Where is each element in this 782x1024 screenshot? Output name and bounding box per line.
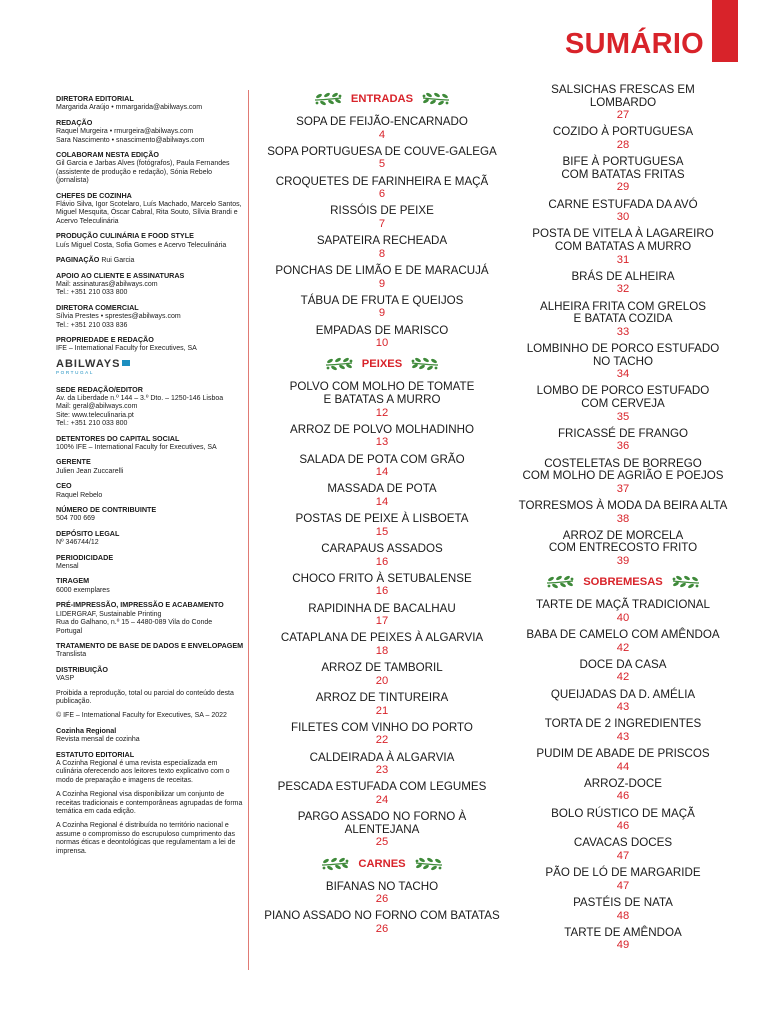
recipe-title: COSTELETAS DE BORREGO COM MOLHO DE AGRIÃO E POEJOS [522, 456, 724, 483]
recipe-title: LOMBINHO DE PORCO ESTUFADO NO TACHO [526, 341, 720, 368]
masthead-heading: TRATAMENTO DE BASE DE DADOS E ENVELOPAGEM [56, 640, 244, 650]
masthead-block [56, 95, 244, 113]
page-number: 14 [375, 495, 389, 508]
recipe-title: EMPADAS DE MARISCO [315, 323, 449, 337]
recipe-entry [518, 301, 728, 338]
recipe-entry [262, 662, 502, 687]
recipe-title: POSTAS DE PEIXE À LISBOETA [295, 512, 469, 526]
recipe-entry [262, 235, 502, 260]
recipe-title: QUEIJADAS DA D. AMÉLIA [550, 687, 696, 701]
masthead-text: Rui Garcia [101, 257, 135, 265]
recipe-entry [262, 603, 502, 628]
recipe-title: CHOCO FRITO À SETUBALENSE [292, 571, 472, 585]
recipe-title: PESCADA ESTUFADA COM LEGUMES [277, 780, 487, 794]
page-number: 9 [378, 277, 386, 290]
page-number: 4 [378, 128, 386, 141]
contents-column-2 [518, 84, 728, 957]
recipe-entry [518, 458, 728, 495]
recipe-entry [262, 692, 502, 717]
page-number: 16 [375, 555, 389, 568]
masthead-text: Revista mensal de cozinha [56, 736, 140, 744]
recipe-entry [518, 199, 728, 224]
masthead-block [56, 192, 244, 227]
section-title: ENTRADAS [350, 93, 414, 105]
page-number: 6 [378, 188, 386, 201]
masthead-text: Julien Jean Zuccarelli [56, 467, 124, 475]
page-number: 20 [375, 674, 389, 687]
recipe-title: RISSÓIS DE PEIXE [330, 204, 434, 218]
masthead-heading: PRODUÇÃO CULINÁRIA E FOOD STYLE [56, 231, 194, 241]
masthead-heading: DIRETORA EDITORIAL [56, 94, 134, 103]
page-number: 26 [375, 893, 389, 906]
recipe-entry [262, 295, 502, 320]
page-number: 40 [616, 611, 630, 624]
masthead-text: IFE – International Faculty for Executives, SA [56, 345, 197, 353]
recipe-entry [518, 84, 728, 121]
masthead-text: Sílvia Prestes • sprestes@abilways.com Tel.: +351 210 033 836 [56, 313, 181, 329]
masthead-heading: COLABORAM NESTA EDIÇÃO [56, 150, 160, 160]
recipe-entry [518, 778, 728, 803]
page-number: 26 [375, 922, 389, 935]
masthead-text: Nº 346744/12 [56, 539, 99, 547]
recipe-entry [518, 126, 728, 151]
masthead-heading: DEPÓSITO LEGAL [56, 528, 120, 538]
recipe-entry [262, 811, 502, 848]
page-number: 42 [616, 671, 630, 684]
recipe-entry [262, 146, 502, 171]
recipe-entry [518, 837, 728, 862]
masthead-block [56, 751, 244, 786]
page-number: 43 [616, 730, 630, 743]
page-number: 29 [616, 181, 630, 194]
recipe-title: PASTÉIS DE NATA [573, 896, 673, 910]
logo-subtitle: PORTUGAL [56, 370, 94, 376]
recipe-title: CROQUETES DE FARINHEIRA E MAÇÃ [275, 174, 489, 188]
recipe-title: BOLO RÚSTICO DE MAÇÃ [551, 806, 695, 820]
page-number: 48 [616, 909, 630, 922]
masthead-text: Raquel Murgeira • rmurgeira@abilways.com Sara Nascimento • snascimento@abilways.com [56, 128, 205, 144]
olive-branch-icon [414, 856, 444, 872]
recipe-title: SALSICHAS FRESCAS EM LOMBARDO [551, 83, 695, 109]
recipe-entry [518, 867, 728, 892]
recipe-title: BABA DE CAMELO COM AMÊNDOA [526, 627, 720, 641]
masthead-text: Mensal [56, 563, 79, 571]
olive-branch-icon [313, 91, 343, 107]
recipe-entry [518, 385, 728, 422]
section-header [262, 855, 502, 873]
recipe-entry [262, 176, 502, 201]
recipe-title: SAPATEIRA RECHEADA [316, 234, 448, 248]
masthead-text: © IFE – International Faculty for Executives, SA – 2022 [56, 712, 227, 720]
recipe-title: ARROZ DE TAMBORIL [321, 661, 443, 675]
recipe-entry [518, 748, 728, 773]
olive-branch-icon [671, 574, 701, 590]
recipe-title: CARNE ESTUFADA DA AVÓ [548, 197, 698, 211]
page-number: 7 [378, 217, 386, 230]
masthead-block [56, 151, 244, 186]
masthead-text: Gil Garcia e Jarbas Alves (fotógrafos), Paula Fernandes (assistente de produção e redação), Sónia Rebelo (jornalista) [56, 160, 230, 185]
recipe-title: CATAPLANA DE PEIXES À ALGARVIA [280, 631, 484, 645]
masthead-heading: Cozinha Regional [56, 725, 117, 735]
page-number: 8 [378, 247, 386, 260]
recipe-entry [262, 513, 502, 538]
recipe-title: PONCHAS DE LIMÃO E DE MARACUJÁ [275, 263, 489, 277]
page-number: 27 [616, 109, 630, 122]
masthead-heading: PRÉ-IMPRESSÃO, IMPRESSÃO E ACABAMENTO [56, 600, 224, 610]
masthead-block [56, 256, 244, 265]
masthead-text: VASP [56, 675, 75, 683]
page-number: 22 [375, 734, 389, 747]
page-number: 47 [616, 850, 630, 863]
recipe-entry [518, 271, 728, 296]
recipe-entry [518, 629, 728, 654]
masthead-block [56, 232, 244, 250]
recipe-title: SOPA DE FEIJÃO-ENCARNADO [296, 115, 468, 128]
masthead-block [56, 336, 244, 354]
masthead-block [56, 554, 244, 572]
masthead-text: Mail: assinaturas@abilways.com Tel.: +351 210 033 800 [56, 280, 158, 297]
masthead-heading: PERIODICIDADE [56, 552, 114, 562]
page-number: 28 [616, 138, 630, 151]
recipe-entry [262, 116, 502, 141]
masthead-block [56, 601, 244, 636]
recipe-title: BIFANAS NO TACHO [325, 879, 439, 893]
recipe-title: BRÁS DE ALHEIRA [571, 269, 675, 283]
page-number: 10 [375, 337, 389, 350]
recipe-entry [518, 718, 728, 743]
masthead-block [56, 727, 244, 745]
recipe-title: ARROZ-DOCE [584, 776, 662, 790]
recipe-entry [262, 573, 502, 598]
page-number: 42 [616, 641, 630, 654]
section-title: SOBREMESAS [583, 576, 663, 589]
page-number: 21 [375, 704, 389, 717]
masthead-heading: TIRAGEM [56, 576, 90, 586]
recipe-title: ARROZ DE POLVO MOLHADINHO [289, 422, 475, 436]
recipe-title: TÁBUA DE FRUTA E QUEIJOS [300, 293, 464, 307]
recipe-entry [518, 927, 728, 952]
masthead-heading: CEO [56, 481, 72, 491]
recipe-entry [518, 228, 728, 265]
masthead-text: 6000 exemplares [56, 586, 110, 594]
section-title: PEIXES [361, 358, 403, 371]
recipe-entry [518, 897, 728, 922]
recipe-title: PÃO DE LÓ DE MARGARIDE [545, 866, 701, 880]
recipe-title: ARROZ DE TINTUREIRA [315, 690, 449, 704]
recipe-title: POLVO COM MOLHO DE TOMATE E BATATAS A MURRO [289, 380, 475, 406]
recipe-entry [262, 265, 502, 290]
page-title: SUMÁRIO [565, 28, 705, 60]
page-number: 39 [616, 554, 630, 567]
recipe-entry [262, 543, 502, 568]
recipe-title: ARROZ DE MORCELA COM ENTRECOSTO FRITO [548, 528, 698, 555]
recipe-title: COZIDO À PORTUGUESA [552, 125, 694, 139]
recipe-title: SOPA PORTUGUESA DE COUVE-GALEGA [267, 144, 497, 158]
masthead-block [56, 530, 244, 548]
olive-branch-icon [410, 356, 440, 372]
page-number: 13 [375, 436, 389, 449]
masthead-block [56, 642, 244, 660]
section-header [262, 355, 502, 373]
page-number: 37 [616, 482, 630, 495]
page-number: 5 [378, 158, 386, 171]
page-number: 12 [375, 406, 389, 419]
masthead-heading: GERENTE [56, 457, 91, 467]
section-header [518, 573, 728, 591]
page-number: 17 [375, 615, 389, 628]
masthead-block [56, 506, 244, 524]
recipe-entry [262, 381, 502, 418]
masthead-text: A Cozinha Regional é uma revista especializada em culinária oferecendo aos leitores texto explicativo com o modo de preparação e imagens de receitas. [56, 759, 230, 784]
recipe-entry [262, 424, 502, 449]
recipe-title: BIFE À PORTUGUESA COM BATATAS FRITAS [561, 155, 685, 181]
recipe-title: ALHEIRA FRITA COM GRELOS E BATATA COZIDA [540, 299, 706, 326]
recipe-title: CAVACAS DOCES [573, 836, 673, 850]
recipe-entry [262, 752, 502, 777]
recipe-title: MASSADA DE POTA [327, 482, 437, 496]
page-number: 49 [616, 939, 630, 952]
masthead-text: LIDERGRAF, Sustainable Printing Rua do Galhano, n.º 15 – 4480-089 Vila do Conde Portugal [56, 610, 213, 635]
section-header [262, 90, 502, 108]
page-number: 15 [375, 525, 389, 538]
recipe-title: LOMBO DE PORCO ESTUFADO COM CERVEJA [536, 384, 710, 410]
masthead-block [56, 822, 244, 856]
recipe-title: TORTA DE 2 INGREDIENTES [544, 717, 702, 731]
masthead-block [56, 482, 244, 500]
recipe-entry [262, 632, 502, 657]
page-number: 36 [616, 440, 630, 453]
recipe-entry [262, 781, 502, 806]
logo-wordmark: ABILWAYS [56, 360, 244, 368]
masthead-block [56, 666, 244, 684]
recipe-entry [262, 483, 502, 508]
recipe-title: DOCE DA CASA [579, 657, 667, 671]
masthead-heading: ESTATUTO EDITORIAL [56, 749, 135, 759]
contents-column-1 [262, 84, 502, 940]
recipe-entry [262, 910, 502, 935]
page-number: 38 [616, 512, 630, 525]
recipe-title: RAPIDINHA DE BACALHAU [308, 601, 456, 615]
recipe-entry [518, 599, 728, 624]
recipe-title: PARGO ASSADO NO FORNO À ALENTEJANA [297, 810, 467, 836]
recipe-title: PUDIM DE ABADE DE PRISCOS [536, 747, 710, 761]
page-number: 35 [616, 410, 630, 423]
recipe-title: FRICASSÉ DE FRANGO [557, 426, 689, 440]
masthead-text: Luís Miguel Costa, Sofia Gomes e Acervo Teleculinária [56, 241, 227, 249]
recipe-entry [262, 722, 502, 747]
recipe-title: FILETES COM VINHO DO PORTO [291, 720, 473, 734]
masthead-text: Av. da Liberdade n.º 144 – 3.º Dto. – 1250-146 Lisboa Mail: geral@abilways.com Site: www.teleculinaria.pt Tel.: +351 210 033 800 [56, 394, 224, 428]
recipe-title: TORRESMOS À MODA DA BEIRA ALTA [518, 498, 728, 512]
masthead-heading: SEDE REDAÇÃO/EDITOR [56, 384, 143, 394]
page-number: 24 [375, 793, 389, 806]
masthead-block [56, 577, 244, 595]
page-number: 32 [616, 283, 630, 296]
masthead-block [56, 304, 244, 330]
olive-branch-icon [545, 574, 575, 590]
masthead-block [56, 712, 244, 720]
masthead-heading: DIRETORA COMERCIAL [56, 302, 139, 312]
masthead-text: Raquel Rebelo [56, 491, 103, 499]
page-number: 46 [616, 820, 630, 833]
page-number: 30 [616, 211, 630, 224]
logo-mark-icon [122, 360, 130, 366]
masthead-text: A Cozinha Regional visa disponibilizar um conjunto de receitas tradicionais e contemporâneas agrupadas de forma temática em cada edição. [56, 791, 243, 815]
olive-branch-icon [320, 856, 350, 872]
recipe-entry [518, 343, 728, 380]
masthead-heading: CHEFES DE COZINHA [56, 190, 132, 200]
masthead-heading: DISTRIBUIÇÃO [56, 664, 108, 674]
olive-branch-icon [421, 91, 451, 107]
recipe-entry [262, 881, 502, 906]
recipe-title: TARTE DE MAÇÃ TRADICIONAL [536, 598, 710, 612]
masthead-heading: PAGINAÇÃO [56, 255, 100, 265]
masthead [56, 95, 244, 862]
recipe-entry [262, 205, 502, 230]
page-number: 47 [616, 879, 630, 892]
abilways-logo [56, 357, 244, 378]
page-number: 18 [375, 644, 389, 657]
olive-branch-icon [324, 356, 354, 372]
section-title: CARNES [358, 857, 406, 870]
masthead-heading: DETENTORES DO CAPITAL SOCIAL [56, 433, 180, 443]
recipe-entry [518, 689, 728, 714]
page-number: 25 [375, 836, 389, 849]
recipe-title: CARAPAUS ASSADOS [321, 541, 443, 555]
page-number: 46 [616, 790, 630, 803]
recipe-entry [262, 454, 502, 479]
recipe-title: POSTA DE VITELA À LAGAREIRO COM BATATAS A MURRO [532, 227, 714, 253]
page-number: 16 [375, 585, 389, 598]
recipe-entry [518, 500, 728, 525]
masthead-text: Flávio Silva, Igor Scotelaro, Luís Machado, Marcelo Santos, Miguel Mesquita, Óscar Cabral, Rita Souto, Sílvia Brandi e Acervo Teleculinária [56, 201, 242, 225]
page-number: 43 [616, 701, 630, 714]
masthead-heading: NÚMERO DE CONTRIBUINTE [56, 505, 157, 515]
page-number: 14 [375, 466, 389, 479]
recipe-entry [518, 428, 728, 453]
header-red-tab [712, 0, 738, 62]
recipe-entry [262, 325, 502, 350]
masthead-text: A Cozinha Regional é distribuída no território nacional e assume o compromisso do escrupuloso cumprimento das normas éticas e deontológicas que regulamentam a lei de imprensa. [56, 822, 236, 855]
masthead-heading: APOIO AO CLIENTE E ASSINATURAS [56, 270, 185, 280]
recipe-entry [518, 659, 728, 684]
page-number: 23 [375, 764, 389, 777]
recipe-title: TARTE DE AMÊNDOA [564, 925, 682, 939]
masthead-block [56, 386, 244, 429]
recipe-entry [518, 156, 728, 193]
recipe-title: CALDEIRADA À ALGARVIA [309, 750, 455, 764]
masthead-block [56, 458, 244, 476]
masthead-heading: PROPRIEDADE E REDAÇÃO [56, 334, 154, 344]
masthead-text: Translista [56, 651, 87, 659]
masthead-block [56, 272, 244, 298]
recipe-entry [518, 808, 728, 833]
masthead-heading: REDAÇÃO [56, 117, 93, 127]
masthead-text: Proibida a reprodução, total ou parcial do conteúdo desta publicação. [56, 689, 234, 705]
masthead-block [56, 435, 244, 453]
masthead-block [56, 791, 244, 816]
masthead-text: 100% IFE – International Faculty for Executives, SA [56, 444, 217, 451]
masthead-text: 504 700 669 [56, 515, 95, 523]
recipe-title: PIANO ASSADO NO FORNO COM BATATAS [264, 909, 500, 923]
recipe-entry [518, 530, 728, 567]
recipe-title: SALADA DE POTA COM GRÃO [299, 452, 465, 466]
column-divider [248, 90, 249, 970]
masthead-block [56, 690, 244, 707]
page-number: 9 [378, 307, 386, 320]
page-number: 31 [616, 253, 630, 266]
page-number: 44 [616, 760, 630, 773]
masthead-text: Margarida Araújo • mmargarida@abilways.com [56, 104, 203, 112]
page-number: 34 [616, 368, 630, 381]
page-number: 33 [616, 325, 630, 338]
masthead-block [56, 119, 244, 145]
